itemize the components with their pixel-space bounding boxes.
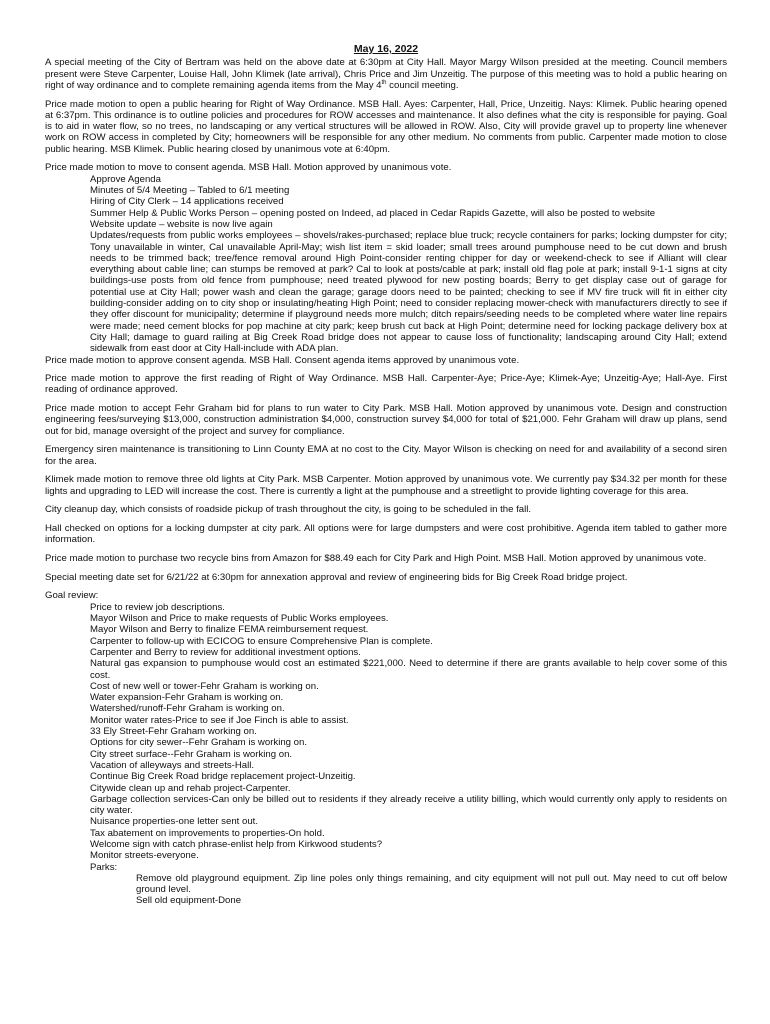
goal-item: Price to review job descriptions. [90, 601, 225, 613]
parks-sublist [136, 873, 727, 907]
first-reading-paragraph: Price made motion to approve the first reading of Right of Way Ordinance. MSB Hall. Carpenter-Aye; Price-Aye; Klimek-Aye; Unzeitig-Aye; Hall-Aye. First reading of ordinance approved. [45, 373, 727, 396]
goal-item: Monitor streets-everyone. [90, 850, 199, 862]
intro-text: A special meeting of the City of Bertram was held on the above date at 6:30pm at City Hall. Mayor Margy Wilson presided at the meeting. Council members present were Steve Carpenter, Louise Hall, John Klimek (late arrival), Chris Price and Jim Unzeitig. The purpose of this meeting was to hold a public hearing on right of way ordinance and to complete remaining agenda items from the May 4 [45, 57, 727, 91]
goal-item: Water expansion-Fehr Graham is working on. [90, 692, 284, 704]
goal-item: Carpenter and Berry to review for additional investment options. [90, 646, 361, 658]
goal-item: 33 Ely Street-Fehr Graham working on. [90, 726, 257, 738]
consent-item: Approve Agenda [90, 173, 161, 185]
consent-item: Minutes of 5/4 Meeting – Tabled to 6/1 meeting [90, 185, 290, 197]
goal-item: Cost of new well or tower-Fehr Graham is working on. [90, 680, 319, 692]
parks-sublist-container [90, 873, 727, 907]
goal-item: Nuisance properties-one letter sent out. [90, 816, 258, 828]
intro-superscript: th [381, 79, 387, 86]
goal-item: Garbage collection services-Can only be billed out to residents if they already receive a utility billing, which would currently only apply to residents on city water. [90, 793, 727, 817]
goal-item: Carpenter to follow-up with ECICOG to ensure Comprehensive Plan is complete. [90, 635, 433, 647]
recycle-paragraph: Price made motion to purchase two recycle bins from Amazon for $88.49 each for City Park and High Point. MSB Hall. Motion approved by unanimous vote. [45, 553, 707, 565]
goal-review-heading: Goal review: [45, 590, 99, 602]
siren-paragraph: Emergency siren maintenance is transitioning to Linn County EMA at no cost to the City. Mayor Wilson is checking on need for and availability of a second siren for the area. [45, 444, 727, 467]
parks-item: Remove old playground equipment. Zip line poles only things remaining, and city equipment will not pull out. May need to cut off below ground level. [136, 872, 727, 896]
goal-item: Continue Big Creek Road bridge replacement project-Unzeitig. [90, 771, 356, 783]
consent-item: Summer Help & Public Works Person – opening posted on Indeed, ad placed in Cedar Rapids Gazette, will also be posted to website [90, 207, 656, 219]
consent-open-paragraph: Price made motion to move to consent agenda. MSB Hall. Motion approved by unanimous vote. [45, 162, 452, 174]
dumpster-paragraph: Hall checked on options for a locking dumpster at city park. All options were for large dumpsters and were cost prohibitive. Agenda item tabled to gather more information. [45, 523, 727, 546]
goal-item: Mayor Wilson and Price to make requests of Public Works employees. [90, 613, 389, 625]
meeting-date-title: May 16, 2022 [353, 43, 419, 55]
goal-item: Tax abatement on improvements to properties-On hold. [90, 827, 325, 839]
goal-item: Vacation of alleyways and streets-Hall. [90, 759, 255, 771]
consent-item: Website update – website is now live again [90, 218, 273, 230]
consent-close-paragraph: Price made motion to approve consent agenda. MSB Hall. Consent agenda items approved by unanimous vote. [45, 354, 520, 366]
parks-item: Sell old equipment-Done [136, 895, 242, 907]
intro-paragraph [45, 57, 727, 91]
goal-item: Options for city sewer--Fehr Graham is working on. [90, 737, 307, 749]
goal-item: Natural gas expansion to pumphouse would cost an estimated $221,000. Need to determine if there are grants available to help cover some of this cost. [90, 658, 727, 681]
document-page [45, 44, 727, 907]
lights-paragraph: Klimek made motion to remove three old lights at City Park. MSB Carpenter. Motion approved by unanimous vote. We currently pay $34.32 per month for these lights and upgrading to LED will increase the cost. There is currently a light at the pumphouse and a streetlight to provide lighting coverage for this area. [45, 474, 727, 497]
goal-review-list [90, 602, 727, 873]
parks-sublist-wrapper [90, 873, 727, 907]
goal-item: Watershed/runoff-Fehr Graham is working on. [90, 703, 285, 715]
consent-item: Hiring of City Clerk – 14 applications received [90, 196, 284, 208]
consent-agenda-list [90, 174, 727, 355]
fehr-graham-paragraph: Price made motion to accept Fehr Graham bid for plans to run water to City Park. MSB Hall. Motion approved by unanimous vote. Design and construction engineering fees/surveying $13,000, construction administration $4,000, construction survey $4,000 for total of $21,000. Fehr Graham will draw up plans, send out for bid, manage oversight of the project and survey for compliance. [45, 403, 727, 437]
consent-item: Updates/requests from public works employees – shovels/rakes-purchased; replace blue truck; recycle containers for parks; locking dumpster for city; Tony unavailable in winter, Cal unavailable April-May; wish list item = skid loader; small trees around pumphouse need to be cut down and brush needs to be trimmed back; tree/fence removal around High Point-consider renting chipper for day or weekend-check to see if Alliant will clear everything about cable line; can stumps be removed at park? Cal to look at posts/cable at park; install old flag pole at park; install 9-1-1 signs at city buildings-use posts from old fence from pumphouse; need treated plywood for new posting boards; Berry to get display case out of garage for potential use at City Hall; power wash and clean the garage; garage doors need to be painted; checking to see if MV fire truck will fit in either city building-consider adding on to city shop or insulating/heating High Point; need to consider replacing mower-check with manufacturers directly to see if they offer discount for municipality; determine if playground needs more mulch; ditch repairs/seeding needs to be completed where water line repairs were made; need cement blocks for pop machine at city park; keep brush cut back at High Point; determine need for locking package delivery box at City Hall; damage to guard railing at Big Creek Road bridge does not appear to cause loss of functionality; landscaping around City Hall; extend sidewalk from east door at City Hall-include with ADA plan. [90, 230, 727, 355]
intro-text-end: council meeting. [386, 79, 459, 91]
special-meeting-paragraph: Special meeting date set for 6/21/22 at 6:30pm for annexation approval and review of engineering bids for Big Creek Road bridge project. [45, 571, 628, 583]
goal-item: Citywide clean up and rehab project-Carpenter. [90, 782, 291, 794]
goal-item: Monitor water rates-Price to see if Joe Finch is able to assist. [90, 714, 349, 726]
goal-item: City street surface--Fehr Graham is working on. [90, 748, 293, 760]
row-hearing-paragraph: Price made motion to open a public hearing for Right of Way Ordinance. MSB Hall. Ayes: Carpenter, Hall, Price, Unzeitig. Nays: Klimek. Public hearing opened at 6:37pm. This ordinance is to outline policies and procedures for ROW accesses and maintenance. It also defines what the city is responsible for paying. Goal is to aid in water flow, so no trees, no landscaping or any vertical structures will be allowed in ROW. Also, City will provide gravel up to property line whenever work on ROW access in completed by City; homeowners will be responsible for any other medium. No comments from public. Carpenter made motion to close public hearing. MSB Klimek. Public hearing closed by unanimous vote at 6:40pm. [45, 98, 727, 155]
goal-item: Mayor Wilson and Berry to finalize FEMA reimbursement request. [90, 624, 369, 636]
goal-item: Welcome sign with catch phrase-enlist help from Kirkwood students? [90, 839, 383, 850]
cleanup-paragraph: City cleanup day, which consists of roadside pickup of trash throughout the city, is going to be scheduled in the fall. [45, 504, 532, 516]
goal-item-parks: Parks: [90, 861, 118, 873]
